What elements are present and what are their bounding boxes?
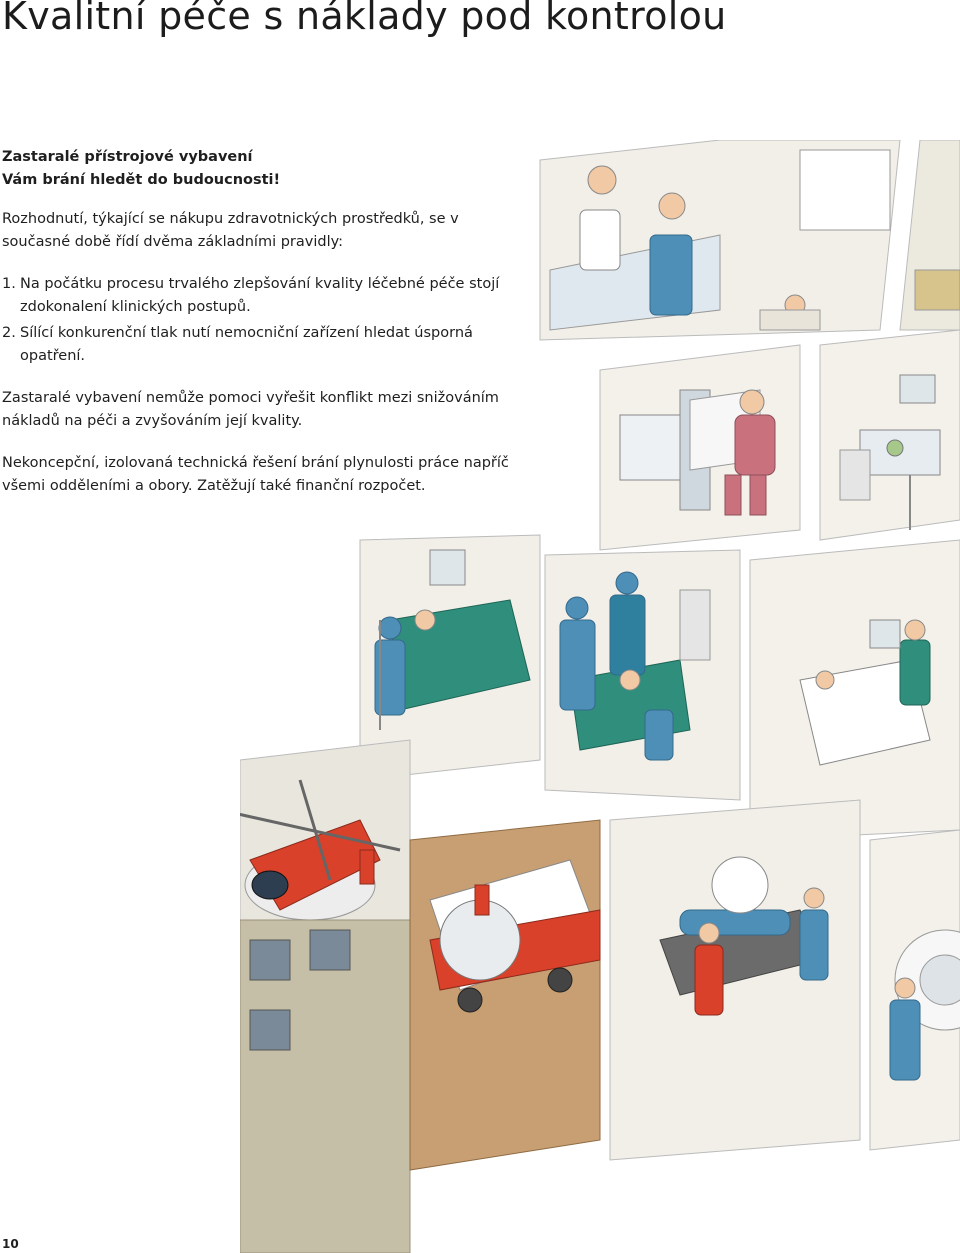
page-title: Kvalitní péče s náklady pod kontrolou [2, 0, 727, 38]
scene-ambulance [410, 820, 600, 1170]
scene-surgery [545, 550, 740, 800]
paragraph-isolated: Nekoncepční, izolovaná technická řešení brání plynulosti práce napříč všemi odděleními a obory. Zatěžují také finanční rozpočet. [2, 455, 509, 494]
hospital-illustration [240, 140, 960, 1253]
list-item-text: Na počátku procesu trvalého zlepšování kvality léčebné péče stojí zdokonalení klinických postupů. [20, 276, 500, 315]
list-item-number: 2. [2, 325, 16, 341]
scene-patient-room [600, 345, 800, 550]
scene-reception [540, 140, 900, 340]
page-number: 10 [2, 1237, 19, 1251]
scene-intensive-care [750, 540, 960, 840]
scene-trauma-room [610, 800, 860, 1160]
scene-corridor [900, 140, 960, 330]
scene-helicopter [240, 740, 410, 1253]
scene-imaging [870, 830, 960, 1150]
list-item-number: 1. [2, 276, 16, 292]
intro-line-1: Zastaralé přístrojové vybavení [2, 149, 253, 165]
paragraph-outdated: Zastaralé vybavení nemůže pomoci vyřešit konflikt mezi snižováním nákladů na péči a zvyšováním její kvality. [2, 390, 499, 429]
scene-neonatal [820, 330, 960, 540]
list-item-text: Sílící konkurenční tlak nutí nemocniční zařízení hledat úsporná opatření. [20, 325, 473, 364]
intro-line-2: Vám brání hledět do budoucnosti! [2, 171, 281, 188]
paragraph-rules: Rozhodnutí, týkající se nákupu zdravotnických prostředků, se v současné době řídí dvěma základními pravidly: [2, 211, 459, 250]
